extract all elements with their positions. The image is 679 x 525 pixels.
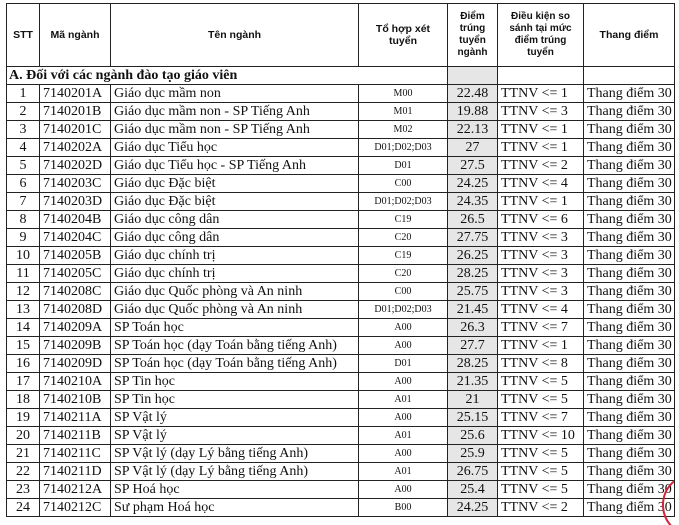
cell-stt: 19	[7, 409, 40, 427]
cell-thang-diem: Thang điểm 30	[584, 499, 675, 517]
cell-thang-diem: Thang điểm 30	[584, 247, 675, 265]
cell-stt: 8	[7, 211, 40, 229]
cell-ma-nganh: 7140211C	[40, 445, 111, 463]
cell-ten-nganh: SP Tin học	[111, 391, 359, 409]
cell-stt: 12	[7, 283, 40, 301]
cell-ten-nganh: Giáo dục chính trị	[111, 247, 359, 265]
table-row	[7, 175, 675, 193]
table-row	[7, 193, 675, 211]
cell-dieu-kien: TTNV <= 1	[498, 85, 584, 103]
cell-to-hop: A00	[359, 319, 448, 337]
cell-dieu-kien: TTNV <= 10	[498, 427, 584, 445]
section-title: A. Đối với các ngành đào tạo giáo viên	[7, 67, 448, 85]
cell-thang-diem: Thang điểm 30	[584, 121, 675, 139]
cell-to-hop: C00	[359, 175, 448, 193]
cell-ten-nganh: Giáo dục Tiểu học	[111, 139, 359, 157]
header-ma-nganh: Mã ngành	[40, 4, 111, 67]
cell-stt: 13	[7, 301, 40, 319]
header-diem-trung-tuyen: Điểm trúng tuyển ngành	[448, 4, 498, 67]
cell-diem: 26.75	[448, 463, 498, 481]
cell-ma-nganh: 7140208C	[40, 283, 111, 301]
cell-ma-nganh: 7140210A	[40, 373, 111, 391]
table-row	[7, 463, 675, 481]
cell-thang-diem: Thang điểm 30	[584, 229, 675, 247]
table-row	[7, 373, 675, 391]
cell-ma-nganh: 7140203D	[40, 193, 111, 211]
cell-ma-nganh: 7140211B	[40, 427, 111, 445]
cell-thang-diem: Thang điểm 30	[584, 175, 675, 193]
cell-ma-nganh: 7140209A	[40, 319, 111, 337]
cell-to-hop: A01	[359, 463, 448, 481]
cell-ma-nganh: 7140202D	[40, 157, 111, 175]
header-to-hop: Tổ hợp xét tuyển	[359, 4, 448, 67]
cell-thang-diem: Thang điểm 30	[584, 445, 675, 463]
cell-ten-nganh: Giáo dục Quốc phòng và An ninh	[111, 301, 359, 319]
cell-stt: 4	[7, 139, 40, 157]
cell-thang-diem: Thang điểm 30	[584, 301, 675, 319]
cell-thang-diem: Thang điểm 30	[584, 283, 675, 301]
cell-dieu-kien: TTNV <= 5	[498, 463, 584, 481]
header-stt: STT	[7, 4, 40, 67]
cell-ma-nganh: 7140211A	[40, 409, 111, 427]
cell-ma-nganh: 7140212C	[40, 499, 111, 517]
cell-ma-nganh: 7140204C	[40, 229, 111, 247]
cell-ten-nganh: SP Vật lý	[111, 409, 359, 427]
table-row	[7, 337, 675, 355]
cell-ma-nganh: 7140204B	[40, 211, 111, 229]
cell-to-hop: M00	[359, 85, 448, 103]
cell-to-hop: C19	[359, 247, 448, 265]
cell-stt: 3	[7, 121, 40, 139]
cell-to-hop: C20	[359, 229, 448, 247]
cell-stt: 10	[7, 247, 40, 265]
cell-dieu-kien: TTNV <= 5	[498, 391, 584, 409]
cell-dieu-kien: TTNV <= 7	[498, 409, 584, 427]
cell-thang-diem: Thang điểm 30	[584, 193, 675, 211]
cell-stt: 18	[7, 391, 40, 409]
cell-thang-diem: Thang điểm 30	[584, 427, 675, 445]
cell-ten-nganh: Giáo dục công dân	[111, 229, 359, 247]
cell-diem: 24.25	[448, 499, 498, 517]
table-row	[7, 103, 675, 121]
cell-ma-nganh: 7140208D	[40, 301, 111, 319]
cell-to-hop: D01	[359, 355, 448, 373]
table-row	[7, 427, 675, 445]
cell-ten-nganh: SP Toán học (dạy Toán bằng tiếng Anh)	[111, 355, 359, 373]
cell-ten-nganh: SP Vật lý	[111, 427, 359, 445]
cell-ma-nganh: 7140209D	[40, 355, 111, 373]
cell-dieu-kien: TTNV <= 5	[498, 481, 584, 499]
table-header	[7, 4, 675, 67]
table-row	[7, 355, 675, 373]
cell-diem: 28.25	[448, 265, 498, 283]
cell-ten-nganh: Giáo dục Tiểu học - SP Tiếng Anh	[111, 157, 359, 175]
cell-thang-diem: Thang điểm 30	[584, 103, 675, 121]
cell-dieu-kien: TTNV <= 2	[498, 499, 584, 517]
cell-dieu-kien: TTNV <= 5	[498, 445, 584, 463]
cell-thang-diem: Thang điểm 30	[584, 85, 675, 103]
section-empty-cell	[584, 67, 675, 85]
cell-stt: 17	[7, 373, 40, 391]
cell-thang-diem: Thang điểm 30	[584, 481, 675, 499]
cell-stt: 11	[7, 265, 40, 283]
cell-diem: 27.7	[448, 337, 498, 355]
table-row	[7, 265, 675, 283]
cell-to-hop: A01	[359, 391, 448, 409]
section-shaded-cell	[448, 67, 498, 85]
cell-stt: 9	[7, 229, 40, 247]
cell-thang-diem: Thang điểm 30	[584, 157, 675, 175]
cell-to-hop: D01;D02;D03	[359, 139, 448, 157]
cell-diem: 25.6	[448, 427, 498, 445]
cell-diem: 25.75	[448, 283, 498, 301]
cell-stt: 2	[7, 103, 40, 121]
cell-stt: 7	[7, 193, 40, 211]
cell-diem: 26.3	[448, 319, 498, 337]
cell-dieu-kien: TTNV <= 3	[498, 265, 584, 283]
cell-diem: 22.48	[448, 85, 498, 103]
cell-stt: 22	[7, 463, 40, 481]
seal-arc	[662, 473, 674, 525]
cell-stt: 6	[7, 175, 40, 193]
header-thang-diem: Thang điểm	[584, 4, 675, 67]
cell-diem: 27.5	[448, 157, 498, 175]
cell-to-hop: A01	[359, 427, 448, 445]
cell-ten-nganh: Giáo dục Quốc phòng và An ninh	[111, 283, 359, 301]
cell-to-hop: A00	[359, 337, 448, 355]
admission-score-document	[6, 3, 674, 517]
table-row	[7, 229, 675, 247]
cell-to-hop: C19	[359, 211, 448, 229]
table-row	[7, 301, 675, 319]
cell-ma-nganh: 7140201C	[40, 121, 111, 139]
cell-stt: 21	[7, 445, 40, 463]
cell-ma-nganh: 7140205C	[40, 265, 111, 283]
cell-dieu-kien: TTNV <= 5	[498, 373, 584, 391]
cell-ma-nganh: 7140209B	[40, 337, 111, 355]
cell-ma-nganh: 7140212A	[40, 481, 111, 499]
cell-ma-nganh: 7140210B	[40, 391, 111, 409]
cell-to-hop: B00	[359, 499, 448, 517]
cell-dieu-kien: TTNV <= 3	[498, 283, 584, 301]
cell-ten-nganh: Giáo dục mầm non	[111, 85, 359, 103]
table-row	[7, 121, 675, 139]
cell-to-hop: D01;D02;D03	[359, 301, 448, 319]
cell-to-hop: A00	[359, 481, 448, 499]
cell-thang-diem: Thang điểm 30	[584, 337, 675, 355]
cell-dieu-kien: TTNV <= 3	[498, 247, 584, 265]
cell-diem: 21.35	[448, 373, 498, 391]
cell-to-hop: M02	[359, 121, 448, 139]
table-row	[7, 139, 675, 157]
header-dieu-kien: Điều kiện so sánh tại mức điểm trúng tuyển	[498, 4, 584, 67]
cell-diem: 19.88	[448, 103, 498, 121]
cell-thang-diem: Thang điểm 30	[584, 265, 675, 283]
table-row	[7, 85, 675, 103]
cell-ten-nganh: Giáo dục mầm non - SP Tiếng Anh	[111, 103, 359, 121]
cell-ten-nganh: Giáo dục mầm non - SP Tiếng Anh	[111, 121, 359, 139]
cell-dieu-kien: TTNV <= 2	[498, 157, 584, 175]
cell-diem: 26.5	[448, 211, 498, 229]
table-row	[7, 409, 675, 427]
cell-stt: 1	[7, 85, 40, 103]
cell-thang-diem: Thang điểm 30	[584, 355, 675, 373]
table-body	[7, 67, 675, 517]
cell-ten-nganh: SP Tin học	[111, 373, 359, 391]
cell-dieu-kien: TTNV <= 1	[498, 121, 584, 139]
cell-diem: 26.25	[448, 247, 498, 265]
cell-to-hop: A00	[359, 409, 448, 427]
cell-ten-nganh: Sư phạm Hoá học	[111, 499, 359, 517]
cell-thang-diem: Thang điểm 30	[584, 391, 675, 409]
header-ten-nganh: Tên ngành	[111, 4, 359, 67]
cell-dieu-kien: TTNV <= 1	[498, 337, 584, 355]
cell-ma-nganh: 7140201B	[40, 103, 111, 121]
cell-dieu-kien: TTNV <= 8	[498, 355, 584, 373]
cell-ten-nganh: Giáo dục Đặc biệt	[111, 193, 359, 211]
cell-diem: 22.13	[448, 121, 498, 139]
cell-dieu-kien: TTNV <= 4	[498, 301, 584, 319]
cell-ma-nganh: 7140202A	[40, 139, 111, 157]
cell-to-hop: C20	[359, 265, 448, 283]
cell-thang-diem: Thang điểm 30	[584, 373, 675, 391]
cell-to-hop: A00	[359, 373, 448, 391]
cell-dieu-kien: TTNV <= 4	[498, 175, 584, 193]
cell-to-hop: M01	[359, 103, 448, 121]
cell-stt: 23	[7, 481, 40, 499]
cell-stt: 5	[7, 157, 40, 175]
cell-to-hop: D01	[359, 157, 448, 175]
cell-ma-nganh: 7140203C	[40, 175, 111, 193]
cell-stt: 16	[7, 355, 40, 373]
table-row	[7, 481, 675, 499]
cell-ma-nganh: 7140205B	[40, 247, 111, 265]
cell-diem: 27.75	[448, 229, 498, 247]
section-row	[7, 67, 675, 85]
cell-ten-nganh: Giáo dục công dân	[111, 211, 359, 229]
table-row	[7, 247, 675, 265]
cell-diem: 24.35	[448, 193, 498, 211]
red-seal-stamp	[660, 473, 674, 525]
cell-ten-nganh: SP Vật lý (dạy Lý bằng tiếng Anh)	[111, 445, 359, 463]
cell-diem: 27	[448, 139, 498, 157]
cell-dieu-kien: TTNV <= 1	[498, 139, 584, 157]
admission-score-table	[6, 3, 675, 517]
cell-dieu-kien: TTNV <= 3	[498, 229, 584, 247]
table-row	[7, 391, 675, 409]
cell-stt: 24	[7, 499, 40, 517]
cell-diem: 25.4	[448, 481, 498, 499]
cell-dieu-kien: TTNV <= 6	[498, 211, 584, 229]
cell-stt: 14	[7, 319, 40, 337]
cell-ten-nganh: Giáo dục chính trị	[111, 265, 359, 283]
cell-ten-nganh: SP Toán học (dạy Toán bằng tiếng Anh)	[111, 337, 359, 355]
cell-diem: 25.15	[448, 409, 498, 427]
table-row	[7, 499, 675, 517]
table-row	[7, 445, 675, 463]
table-row	[7, 319, 675, 337]
cell-ma-nganh: 7140211D	[40, 463, 111, 481]
cell-stt: 20	[7, 427, 40, 445]
cell-to-hop: C00	[359, 283, 448, 301]
table-row	[7, 283, 675, 301]
cell-dieu-kien: TTNV <= 3	[498, 103, 584, 121]
cell-ten-nganh: SP Hoá học	[111, 481, 359, 499]
cell-ten-nganh: SP Toán học	[111, 319, 359, 337]
cell-thang-diem: Thang điểm 30	[584, 319, 675, 337]
table-row	[7, 157, 675, 175]
cell-diem: 21.45	[448, 301, 498, 319]
cell-ma-nganh: 7140201A	[40, 85, 111, 103]
cell-ten-nganh: Giáo dục Đặc biệt	[111, 175, 359, 193]
cell-thang-diem: Thang điểm 30	[584, 409, 675, 427]
cell-diem: 25.9	[448, 445, 498, 463]
cell-diem: 21	[448, 391, 498, 409]
cell-diem: 28.25	[448, 355, 498, 373]
section-empty-cell	[498, 67, 584, 85]
cell-to-hop: D01;D02;D03	[359, 193, 448, 211]
cell-dieu-kien: TTNV <= 1	[498, 193, 584, 211]
cell-thang-diem: Thang điểm 30	[584, 139, 675, 157]
cell-diem: 24.25	[448, 175, 498, 193]
cell-stt: 15	[7, 337, 40, 355]
cell-thang-diem: Thang điểm 30	[584, 211, 675, 229]
cell-dieu-kien: TTNV <= 7	[498, 319, 584, 337]
cell-ten-nganh: SP Vật lý (dạy Lý bằng tiếng Anh)	[111, 463, 359, 481]
cell-to-hop: A00	[359, 445, 448, 463]
cell-thang-diem: Thang điểm 30	[584, 463, 675, 481]
table-row	[7, 211, 675, 229]
